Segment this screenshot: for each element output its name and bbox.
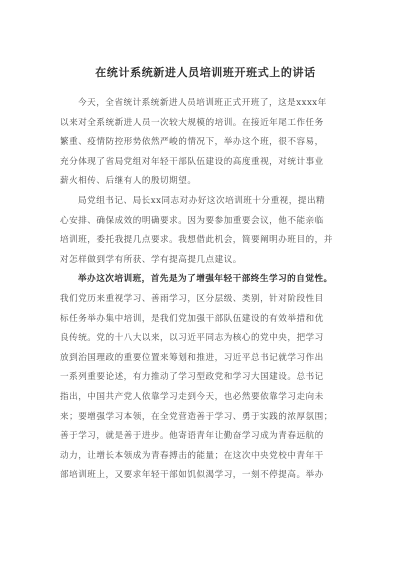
paragraph-3-heading [60, 270, 351, 290]
text-line: 指出，中国共产党人依靠学习走到今天，也必然要依靠学习走向未 [60, 391, 324, 402]
bold-lead-sentence: 举办这次培训班，首先是为了增强年轻干部终生学习的自觉性。 [78, 274, 333, 285]
text-line: 薪火相传、后继有人的殷切期望。 [60, 176, 197, 187]
text-line: 一系列重要论述，有力推动了学习型政党和学习大国建设。总书记 [60, 372, 324, 383]
paragraph-4 [60, 290, 351, 486]
text-line: 以来对全系统新进人员一次较大规模的培训。在接近年尾工作任务 [60, 117, 324, 128]
text-line: 心安排、确保成效的明确要求。因为要参加重要会议，他不能亲临 [60, 215, 324, 226]
paragraph-2 [60, 192, 351, 270]
text-line: 部培训班上，又要求年轻干部如饥似渴学习，一刻不停提高。举办 [60, 470, 324, 481]
text-line: 来；要增强学习本领，在全党营造善于学习、勇于实践的浓厚氛围； [60, 411, 333, 422]
text-line: 动力，让增长本领成为青春搏击的能量；在这次中央党校中青年干 [60, 450, 324, 461]
text-line: 标任务举办集中培训，是我们党加强干部队伍建设的有效举措和优 [60, 313, 324, 324]
text-line: 放到治国理政的重要位置来筹划和推进，习近平总书记就学习作出 [60, 352, 324, 363]
text-line: 对怎样做到学有所获、学有提高提几点建议。 [60, 254, 242, 265]
text-line: 善于学习，就是善于进步。他寄语青年让勤奋学习成为青春远航的 [60, 431, 324, 442]
document-title: 在统计系统新进人员培训班开班式上的讲话 [95, 66, 316, 79]
text-line: 我们党历来重视学习、善雨学习，区分层级、类别，针对阶段性目 [60, 293, 324, 304]
text-line: 良传统。党的十八大以来，以习近平同志为核心的党中央，把学习 [60, 333, 324, 344]
text-line: 充分体现了省局党组对年轻干部队伍建设的高度重视，对统计事业 [60, 156, 324, 167]
text-line: 今天，全省统计系统新进人员培训班正式开班了，这是xxxx年 [78, 98, 327, 108]
paragraph-1 [60, 94, 351, 192]
text-line: 繁重、疫情防控形势依然严峻的情况下，举办这个班，很不容易， [60, 137, 324, 148]
text-line: 局党组书记、局长xx同志对办好这次培训班十分重视，提出精 [78, 195, 326, 206]
text-line: 培训班，委托我提几点要求。我想借此机会，简要阐明办班目的，并 [60, 235, 333, 246]
